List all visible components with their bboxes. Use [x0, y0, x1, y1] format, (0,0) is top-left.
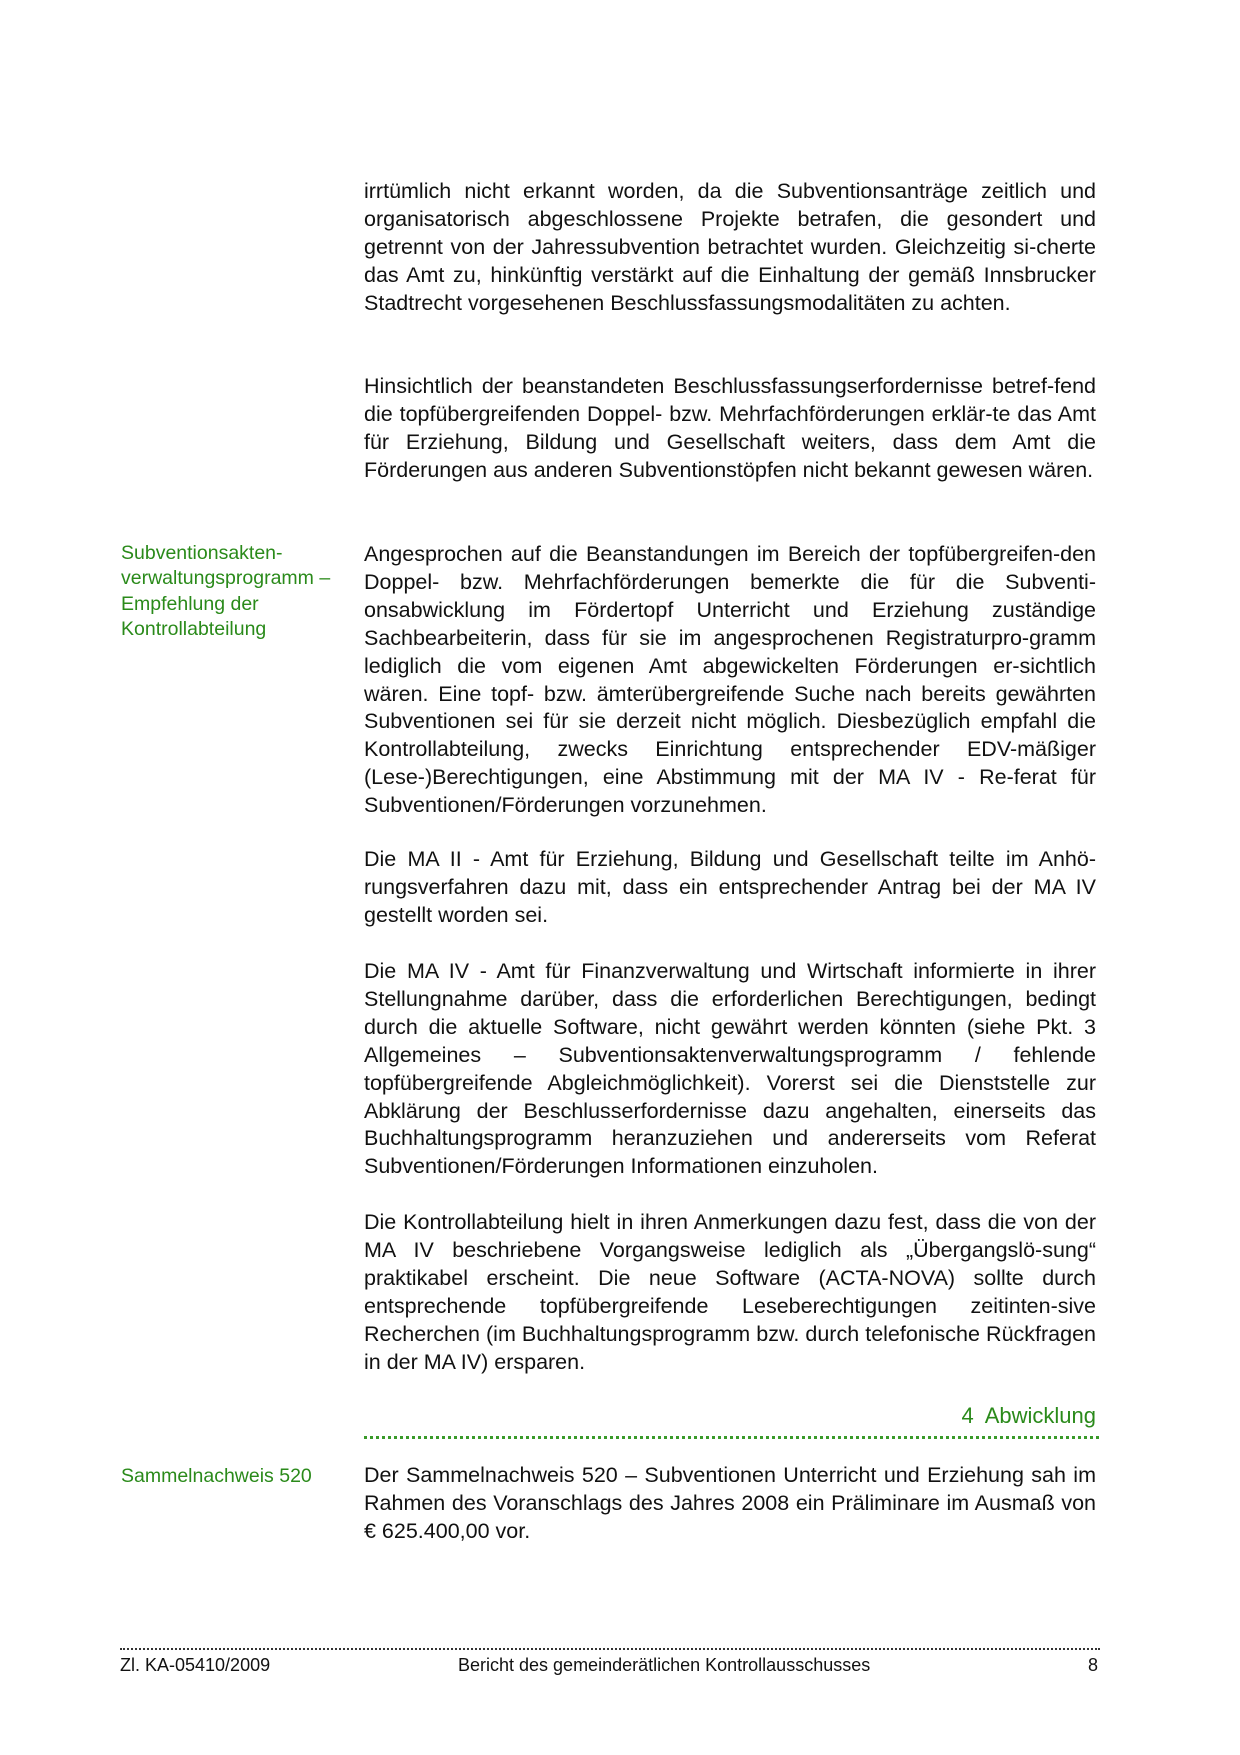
heading-divider	[364, 1436, 1099, 1439]
paragraph: Angesprochen auf die Beanstandungen im Bereich der topfübergreifen-den Doppel- bzw. Mehrfachförderungen bemerkte die für die Subventi-onsabwicklung im Fördertopf Unterricht und Erziehung zuständige Sachbearbeiterin, dass für sie im angesprochenen Registraturpro-gramm lediglich die vom eigenen Amt abgewickelten Förderungen er-sichtlich wären. Eine topf- bzw. ämterübergreifende Suche nach bereits gewährten Subventionen sei für sie derzeit nicht möglich. Diesbezüglich empfahl die Kontrollabteilung, zwecks Einrichtung entsprechender EDV-mäßiger (Lese-)Berechtigungen, eine Abstimmung mit der MA IV - Re-ferat für Subventionen/Förderungen vorzunehmen.	[364, 542, 1096, 818]
paragraph: Die MA IV - Amt für Finanzverwaltung und Wirtschaft informierte in ihrer Stellungnahme darüber, dass die erforderlichen Berechtigungen, bedingt durch die aktuelle Software, nicht gewährt werden könnten (siehe Pkt. 3 Allgemeines – Subventionsaktenverwaltungsprogramm / fehlende topfübergreifende Abgleichmöglichkeit). Vorerst sei die Dienststelle zur Abklärung der Beschlusserfordernisse dazu angehalten, einerseits das Buchhaltungsprogramm heranzuziehen und andererseits vom Referat Subventionen/Förderungen Informationen einzuholen.	[364, 959, 1096, 1179]
footer-divider	[120, 1648, 1100, 1650]
paragraph: Die MA II - Amt für Erziehung, Bildung und Gesellschaft teilte im Anhö-rungsverfahren dazu mit, dass ein entsprechender Antrag bei der MA IV gestellt worden sei.	[364, 847, 1096, 927]
side-note: Subventionsakten-verwaltungsprogramm – Empfehlung der Kontrollabteilung	[121, 542, 331, 641]
section-heading: 4 Abwicklung	[961, 1403, 1096, 1428]
footer-title: Bericht des gemeinderätlichen Kontrollausschusses	[458, 1655, 871, 1675]
paragraph: Der Sammelnachweis 520 – Subventionen Unterricht und Erziehung sah im Rahmen des Voranschlags des Jahres 2008 ein Präliminare im Ausmaß von € 625.400,00 vor.	[364, 1463, 1096, 1543]
paragraph: Hinsichtlich der beanstandeten Beschlussfassungserfordernisse betref-fend die topfübergreifenden Doppel- bzw. Mehrfachförderungen erklär-te das Amt für Erziehung, Bildung und Gesellschaft weiters, dass dem Amt die Förderungen aus anderen Subventionstöpfen nicht bekannt gewesen wären.	[364, 374, 1096, 482]
footer-reference: Zl. KA-05410/2009	[120, 1655, 271, 1675]
side-note: Sammelnachweis 520	[121, 1465, 312, 1487]
paragraph: irrtümlich nicht erkannt worden, da die Subventionsanträge zeitlich und organisatorisch abgeschlossene Projekte betrafen, die gesondert und getrennt von der Jahressubvention betrachtet wurden. Gleichzeitig si-cherte das Amt zu, hinkünftig verstärkt auf die Einhaltung der gemäß Innsbrucker Stadtrecht vorgesehenen Beschlussfassungsmodalitäten zu achten.	[364, 179, 1096, 315]
paragraph: Die Kontrollabteilung hielt in ihren Anmerkungen dazu fest, dass die von der MA IV beschriebene Vorgangsweise lediglich als „Übergangslö-sung“ praktikabel erscheint. Die neue Software (ACTA-NOVA) sollte durch entsprechende topfübergreifende Leseberechtigungen zeitinten-sive Recherchen (im Buchhaltungsprogramm bzw. durch telefonische Rückfragen in der MA IV) ersparen.	[364, 1210, 1096, 1374]
page-number: 8	[1088, 1655, 1099, 1675]
